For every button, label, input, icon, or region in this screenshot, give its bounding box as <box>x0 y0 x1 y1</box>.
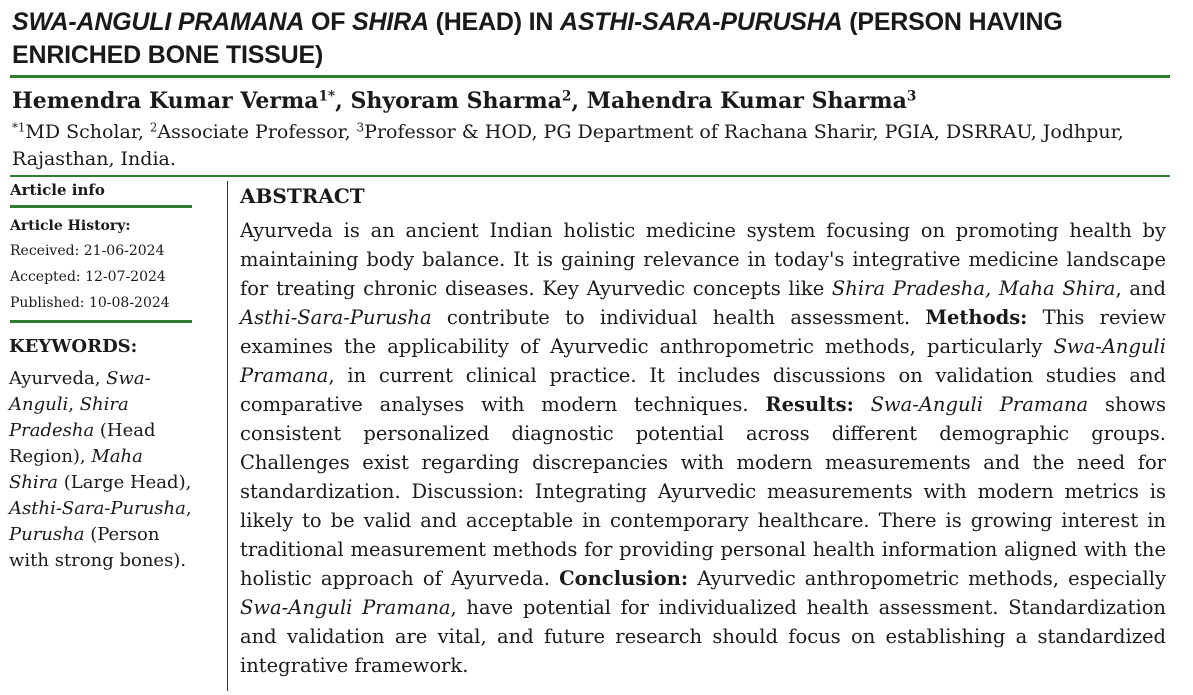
keywords-block <box>9 334 195 574</box>
article-info-divider <box>10 205 192 208</box>
received-date: Received: 21-06-2024 <box>10 243 165 259</box>
published-date: Published: 10-08-2024 <box>10 295 170 311</box>
article-history-heading: Article History: <box>10 218 131 234</box>
abstract-body: Ayurveda is an ancient Indian holistic medicine system focusing on promoting health by maintaining body balance. It is gaining relevance in today's integrative medicine landscape for treating chronic diseases. Key Ayurvedic concepts like Shira Pradesha, Maha Shira, and Asthi-Sara-Purusha contribute to individual health assessment. Methods: This review examines the applicability of Ayurvedic anthropometric methods, particularly Swa-Anguli Pramana, in current clinical practice. It includes discussions on validation studies and comparative analyses with modern techniques. Results: Swa-Anguli Pramana shows consistent personalized diagnostic potential across different demographic groups. Challenges exist regarding discrepancies with modern measurements and the need for standardization. Discussion: Integrating Ayurvedic measurements with modern metrics is likely to be valid and acceptable in contemporary healthcare. There is growing interest in traditional measurement methods for providing personal health information aligned with the holistic approach of Ayurveda. Conclusion: Ayurvedic anthropometric methods, especially Swa-Anguli Pramana, have potential for individualized health assessment. Standardization and validation are vital, and future research should focus on establishing a standardized integrative framework. <box>240 219 1167 677</box>
column-divider <box>227 181 228 691</box>
keywords-text: Ayurveda, Swa-Anguli, Shira Pradesha (Head Region), Maha Shira (Large Head), Asthi-Sara-Purusha, Purusha (Person with strong bones). <box>9 368 192 571</box>
abstract-heading: ABSTRACT <box>240 184 365 208</box>
author-name: Shyoram Sharma <box>350 88 562 114</box>
accepted-date: Accepted: 12-07-2024 <box>10 269 166 285</box>
keywords-heading: KEYWORDS: <box>9 336 138 357</box>
author-list: Hemendra Kumar Verma$^{1*}$, Shyoram Sharma$^2$, Mahendra Kumar Sharma$^3$ <box>12 88 917 114</box>
header-divider <box>10 175 1170 177</box>
affiliation: $^{*1}$MD Scholar, $^2$Associate Professor, $^3$Professor & HOD, PG Department of Rachana Sharir, PGIA, DSRRAU, Jodhpur, Rajasthan, India. <box>12 120 1124 170</box>
paper-title: SWA-ANGULI PRAMANA OF SHIRA (HEAD) IN ASTHI-SARA-PURUSHA (PERSON HAVING ENRICHED BONE TISSUE) <box>12 8 1063 69</box>
author-name: Hemendra Kumar Verma <box>12 88 319 114</box>
article-info-panel <box>10 180 192 323</box>
title-divider <box>10 75 1170 78</box>
article-info-heading: Article info <box>10 181 105 199</box>
history-divider <box>10 320 192 323</box>
author-name: Mahendra Kumar Sharma <box>586 88 907 114</box>
